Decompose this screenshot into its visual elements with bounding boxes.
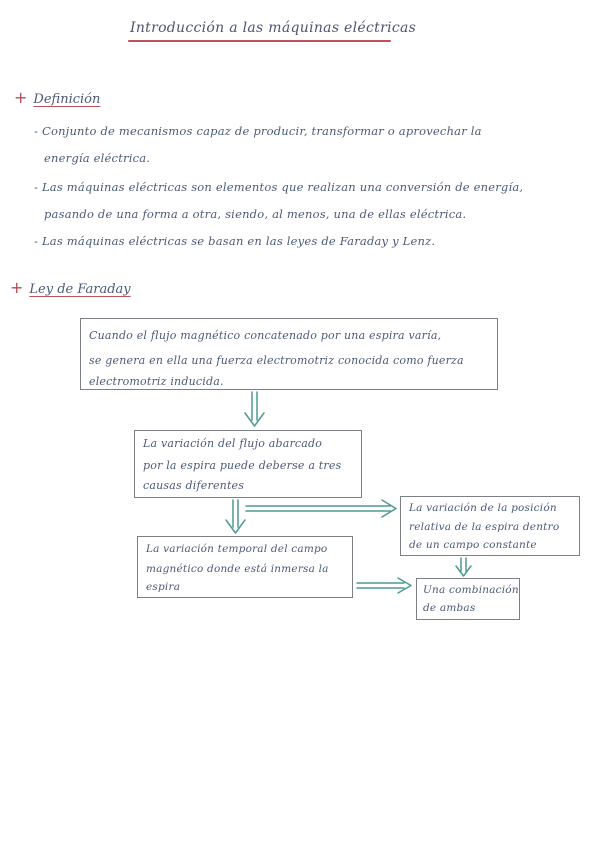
bullet-line: Las máquinas eléctricas se basan en las leyes de Faraday y Lenz. — [41, 234, 436, 248]
box-line: causas diferentes — [143, 479, 245, 492]
box-line: Una combinación — [423, 584, 519, 596]
box-line: magnético donde está inmersa la — [146, 563, 329, 575]
box-line: espira — [146, 581, 181, 593]
bullet-line: Conjunto de mecanismos capaz de producir, transformar o aprovechar la — [41, 124, 482, 138]
box-line: se genera en ella una fuerza electromotriz conocida como fuerza — [89, 354, 464, 367]
box-line: La variación temporal del campo — [146, 543, 328, 555]
box-line: relativa de la espira dentro — [409, 521, 560, 533]
plus-icon: + — [10, 278, 24, 297]
box-line: La variación del flujo abarcado — [143, 437, 323, 450]
plus-icon: + — [14, 88, 28, 107]
box-line: electromotriz inducida. — [89, 375, 224, 388]
box-line: de ambas — [423, 602, 476, 614]
arrow-down-icon — [226, 500, 245, 533]
heading-label: Definición — [33, 92, 101, 107]
bullet-definition-3: - Las máquinas eléctricas se basan en las leyes de Faraday y Lenz. — [34, 234, 436, 248]
arrow-right-icon — [357, 578, 411, 593]
bullet-line: Las máquinas eléctricas son elementos que realizan una conversión de energía, — [41, 180, 524, 194]
box-line: Cuando el flujo magnético concatenado por una espira varía, — [89, 329, 442, 342]
arrow-down-icon — [456, 558, 471, 576]
heading-label: Ley de Faraday — [29, 282, 131, 297]
page-title: Introducción a las máquinas eléctricas — [130, 20, 417, 36]
bullet-line: energía eléctrica. — [44, 151, 151, 165]
box-line: de un campo constante — [409, 539, 537, 551]
bullet-line: pasando de una forma a otra, siendo, al menos, una de ellas eléctrica. — [44, 207, 467, 221]
box-line: La variación de la posición — [409, 502, 557, 514]
arrow-right-icon — [246, 500, 396, 517]
arrow-down-icon — [245, 392, 264, 426]
bullet-definition-2: - Las máquinas eléctricas son elementos que realizan una conversión de energía, pasando de una forma a otra, siendo, al menos, una de ellas eléctrica. — [34, 180, 524, 221]
bullet-definition-1: - Conjunto de mecanismos capaz de producir, transformar o aprovechar la energía eléctrica. — [34, 124, 482, 165]
box-line: por la espira puede deberse a tres — [143, 459, 342, 472]
